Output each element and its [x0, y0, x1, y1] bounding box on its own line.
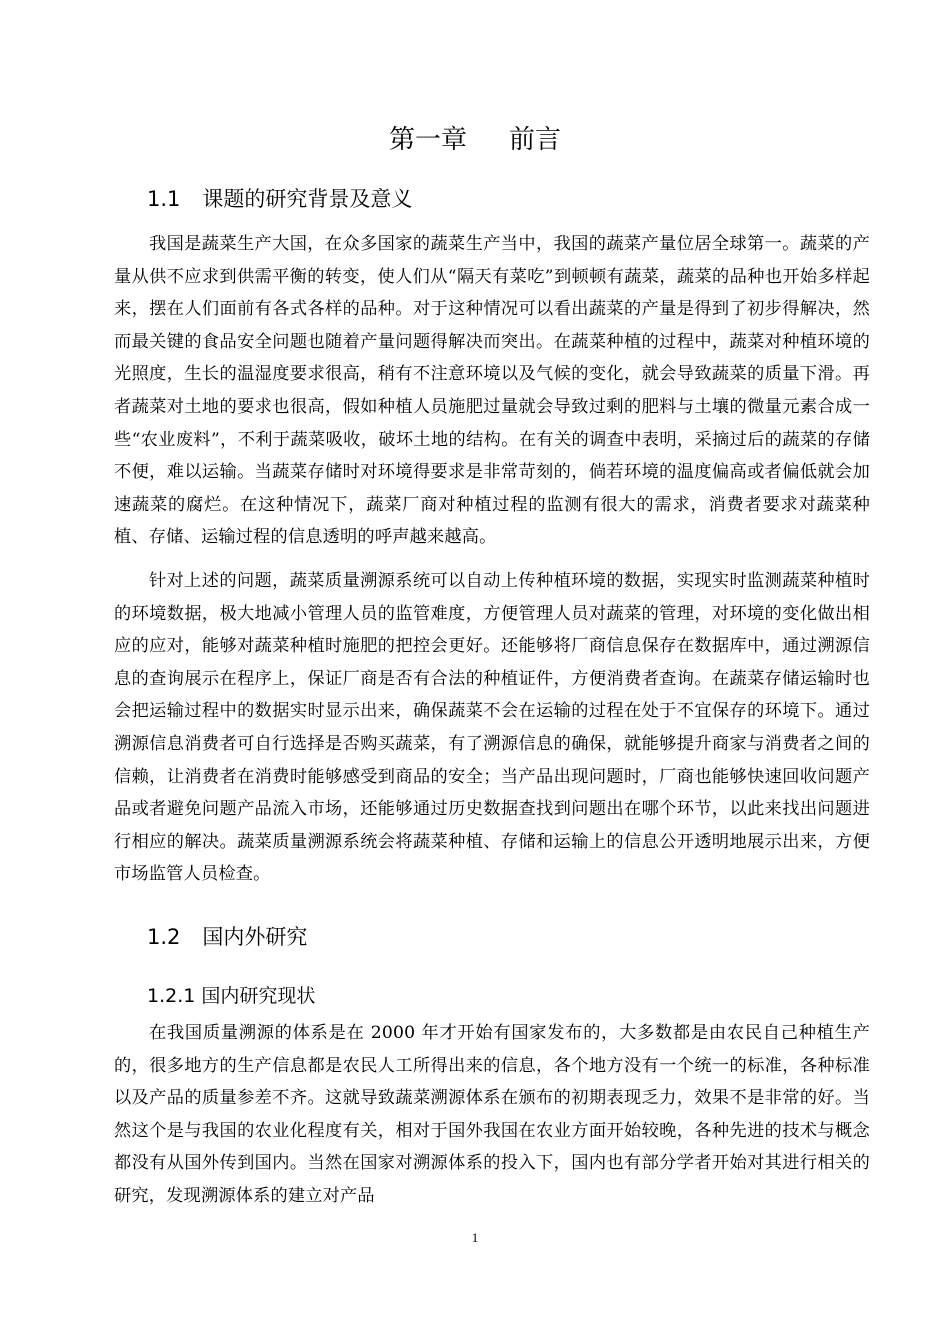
subsection-title: 国内研究现状 — [201, 985, 316, 1007]
section-heading-1-1 — [147, 184, 412, 214]
section-heading-1-2 — [147, 922, 307, 952]
chapter-title — [0, 122, 950, 158]
paragraph: 在我国质量溯源的体系是在 2000 年才开始有国家发布的，大多数都是由农民自己种植生产的，很多地方的生产信息都是农民人工所得出来的信息，各个地方没有一个统一的标准，各种标准以及产品的质量参差不齐。这就导致蔬菜溯源体系在颁布的初期表现乏力，效果不是非常的好。当然这个是与我国的农业化程度有关，相对于国外我国在农业方面开始较晚，各种先进的技术与概念都没有从国外传到国内。当然在国家对溯源体系的投入下，国内也有部分学者开始对其进行相关的研究，发现溯源体系的建立对产品 — [114, 1023, 870, 1206]
paragraph: 针对上述的问题，蔬菜质量溯源系统可以自动上传种植环境的数据，实现实时监测蔬菜种植时的环境数据，极大地减小管理人员的监管难度，方便管理人员对蔬菜的管理，对环境的变化做出相应的应对，能够对蔬菜种植时施肥的把控会更好。还能够将厂商信息保存在数据库中，通过溯源信息的查询展示在程序上，保证厂商是否有合法的种植证件，方便消费者查询。在蔬菜存储运输时也会把运输过程中的数据实时显示出来，确保蔬菜不会在运输的过程在处于不宜保存的环境下。通过溯源信息消费者可自行选择是否购买蔬菜，有了溯源信息的确保，就能够提升商家与消费者之间的信赖，让消费者在消费时能够感受到商品的安全；当产品出现问题时，厂商也能够快速回收问题产品或者避免问题产品流入市场，还能够通过历史数据查找到问题出在哪个环节，以此来找出问题进行相应的解决。蔬菜质量溯源系统会将蔬菜种植、存储和运输上的信息公开透明地展示出来，方便市场监管人员检查。 — [114, 571, 870, 885]
section-title: 国内外研究 — [202, 925, 308, 949]
page-number: 1 — [471, 1230, 479, 1245]
chapter-name: 前言 — [509, 125, 562, 155]
section-title: 课题的研究背景及意义 — [202, 187, 413, 211]
section-number: 1.1 — [147, 187, 181, 211]
section-number: 1.2 — [147, 925, 181, 949]
subsection-number: 1.2.1 — [147, 985, 196, 1007]
paragraph: 我国是蔬菜生产大国，在众多国家的蔬菜生产当中，我国的蔬菜产量位居全球第一。蔬菜的产量从供不应求到供需平衡的转变，使人们从“隔天有菜吃”到顿顿有蔬菜，蔬菜的品种也开始多样起来，摆在人们面前有各式各样的品种。对于这种情况可以看出蔬菜的产量是得到了初步得解决，然而最关键的食品安全问题也随着产量问题得解决而突出。在蔬菜种植的过程中，蔬菜对种植环境的光照度，生长的温湿度要求很高，稍有不注意环境以及气候的变化，就会导致蔬菜的质量下滑。再者蔬菜对土地的要求也很高，假如种植人员施肥过量就会导致过剩的肥料与土壤的微量元素合成一些“农业废料”，不利于蔬菜吸收，破坏土地的结构。在有关的调查中表明，采摘过后的蔬菜的存储不便，难以运输。当蔬菜存储时对环境得要求是非常苛刻的，倘若环境的温度偏高或者偏低就会加速蔬菜的腐烂。在这种情况下，蔬菜厂商对种植过程的监测有很大的需求，消费者要求对蔬菜种植、存储、运输过程的信息透明的呼声越来越高。 — [114, 234, 870, 548]
subsection-heading-1-2-1 — [147, 982, 315, 1010]
chapter-number: 第一章 — [388, 125, 467, 155]
